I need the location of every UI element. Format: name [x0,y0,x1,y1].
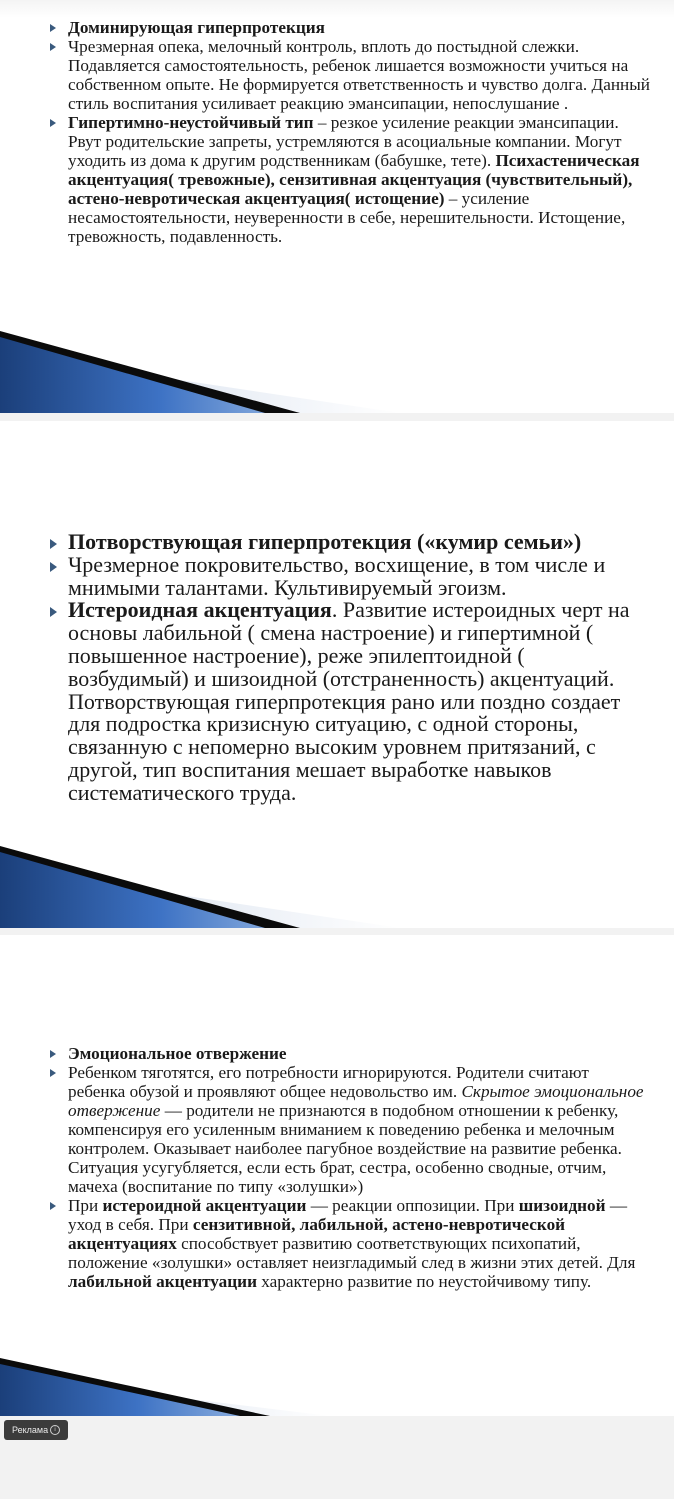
text-run: — реакции оппозиции. При [306,1196,519,1215]
text-run: Доминирующая гиперпротекция [68,18,325,37]
slide-1-content [50,18,650,246]
slide-1 [0,0,674,413]
slide3-bullet-item [50,1063,650,1196]
text-run: – усиление несамостоятельности, неуверенности в себе, нерешительности. Истощение, тревожность, подавленность. [68,189,626,246]
text-run: – резкое усиление реакции эмансипации. Рвут родительские запреты, устремляются в асоциальные компании. Могут уходить из дома к другим родственникам (бабушке, тете). [68,113,622,170]
slide2-bullet-item [50,599,650,804]
slide3-bullet-item [50,1044,650,1063]
slide-3-corner-decoration [0,1356,674,1416]
slide3-bullet-item [50,1196,650,1291]
text-run: Чрезмерное покровительство, восхищение, в том числе и мнимыми талантами. Культивируемый эгоизм. [68,551,606,600]
ad-badge[interactable] [4,1420,68,1440]
ad-label: Реклама [12,1425,49,1435]
slide-3-content [50,1044,650,1291]
text-run: При [68,1196,103,1215]
text-run: Ребенком тяготятся, его потребности игнорируются. Родители считают ребенка обузой и проявляют общее недовольство им. [68,1063,589,1101]
text-run: сензитивной, лабильной, астено-невротической акцентуациях [68,1215,566,1253]
text-run: шизоидной [518,1196,606,1215]
info-icon[interactable]: i [50,1425,60,1435]
text-run: Эмоциональное отвержение [68,1044,287,1063]
text-run: — родители не признаются в подобном отношении к ребенку, компенсируя его усиленным вниманием к поведению ребенка и мелочным контролем. Оказывает наиболее пагубное воздействие на развитие ребенка. Ситуация усугубляется, если есть брат, сестра, особенно сводные, отчим, мачеха (воспитание по типу «золушки») [68,1101,622,1196]
text-run: истероидной акцентуации [102,1196,307,1215]
text-run: характерно развитие по неустойчивому типу. [256,1272,592,1291]
slide1-bullet-item [50,113,650,246]
slide2-bullet-item [50,551,650,600]
slide1-bullet-item [50,18,650,37]
slide-2-corner-decoration [0,838,674,928]
text-run: . Развитие истероидных черт на основы лабильной ( смена настроение) и гипертимной ( повышенное настроение), реже эпилептоидной ( возбудимый) и шизоидной (отстраненность) акцентуаций. Потворствующая гиперпротекция рано или поздно создает для подростка кризисную ситуацию, с одной стороны, связанную с непомерно высоким уровнем притязаний, с другой, тип воспитания мешает выработке навыков систематического труда. [68,597,630,805]
text-run: Скрытое эмоциональное отвержение [68,1082,644,1120]
text-run: Истероидная акцентуация [68,597,332,623]
text-run: Психастеническая акцентуация( тревожные), сензитивная акцентуация (чувствительный), астено-невротическая акцентуация( истощение) [68,151,640,208]
text-run: способствует развитию соответствующих психопатий, положение «золушки» оставляет неизгладимый след в жизни этих детей. Для [68,1234,636,1272]
slide-2 [0,421,674,928]
text-run: Потворствующая гиперпротекция («кумир семьи») [68,529,582,554]
slide2-bullet-item [50,531,650,554]
slide1-bullet-item [50,37,650,113]
slide-2-content [50,531,650,805]
slide-3 [0,935,674,1416]
text-run: Чрезмерная опека, мелочный контроль, вплоть до постыдной слежки. Подавляется самостоятельность, ребенок лишается возможности учиться на собственном опыте. Не формируется ответственность и чувство долга. Данный стиль воспитания усиливает реакцию эмансипации, непослушание . [68,37,650,113]
text-run: — уход в себя. При [68,1196,628,1234]
text-run: Гипертимно-неустойчивый тип [68,113,314,132]
slide-1-corner-decoration [0,323,674,413]
text-run: лабильной акцентуации [68,1272,257,1291]
